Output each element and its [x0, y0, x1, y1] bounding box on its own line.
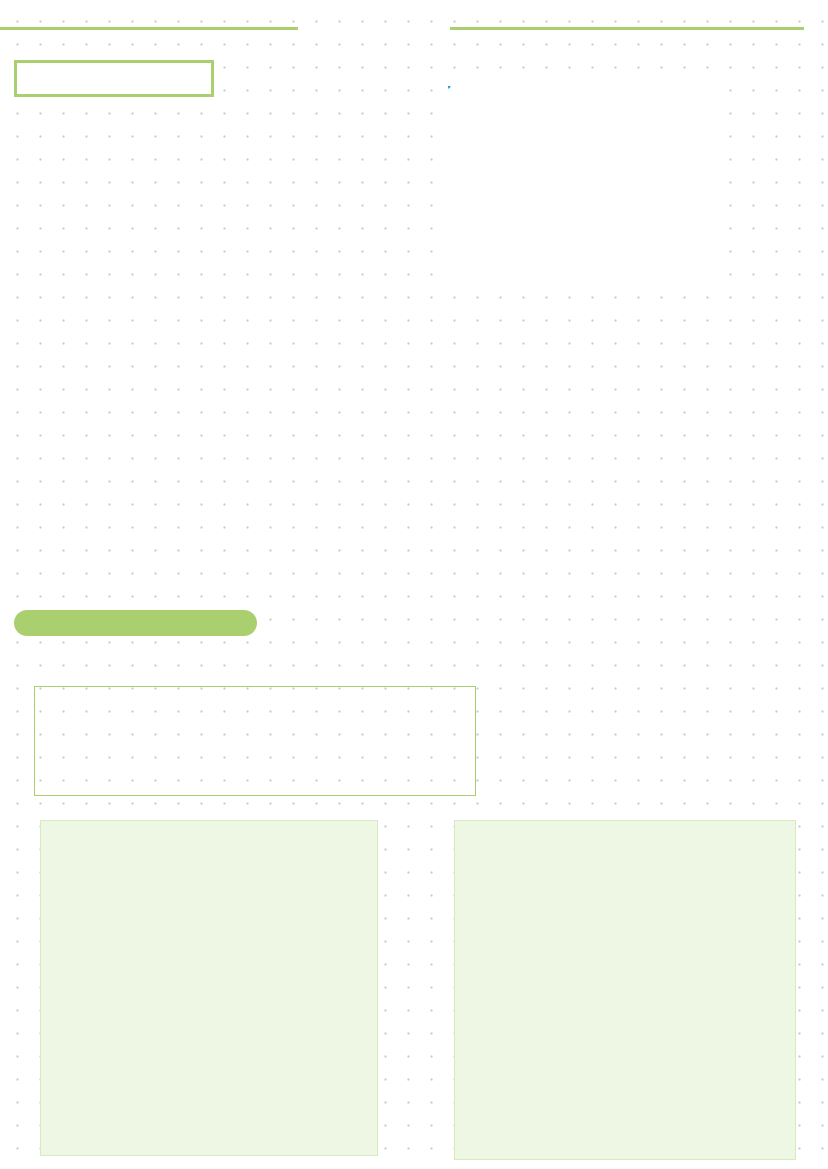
header-rule-right — [450, 27, 804, 30]
phase-3-heading — [18, 314, 26, 340]
info-box — [34, 686, 476, 796]
phase-2-heading — [18, 200, 26, 226]
phase-1-heading — [18, 111, 26, 137]
phases-title-box — [14, 60, 214, 97]
density-independent-panel — [454, 820, 796, 1160]
logistic-growth-chart — [448, 86, 718, 286]
phase-5-heading — [18, 496, 26, 522]
chart-background — [448, 86, 718, 286]
phase-4-heading — [18, 405, 26, 431]
density-dependent-panel — [40, 820, 378, 1156]
regulation-heading — [14, 610, 257, 636]
header-rule-left — [0, 27, 298, 30]
